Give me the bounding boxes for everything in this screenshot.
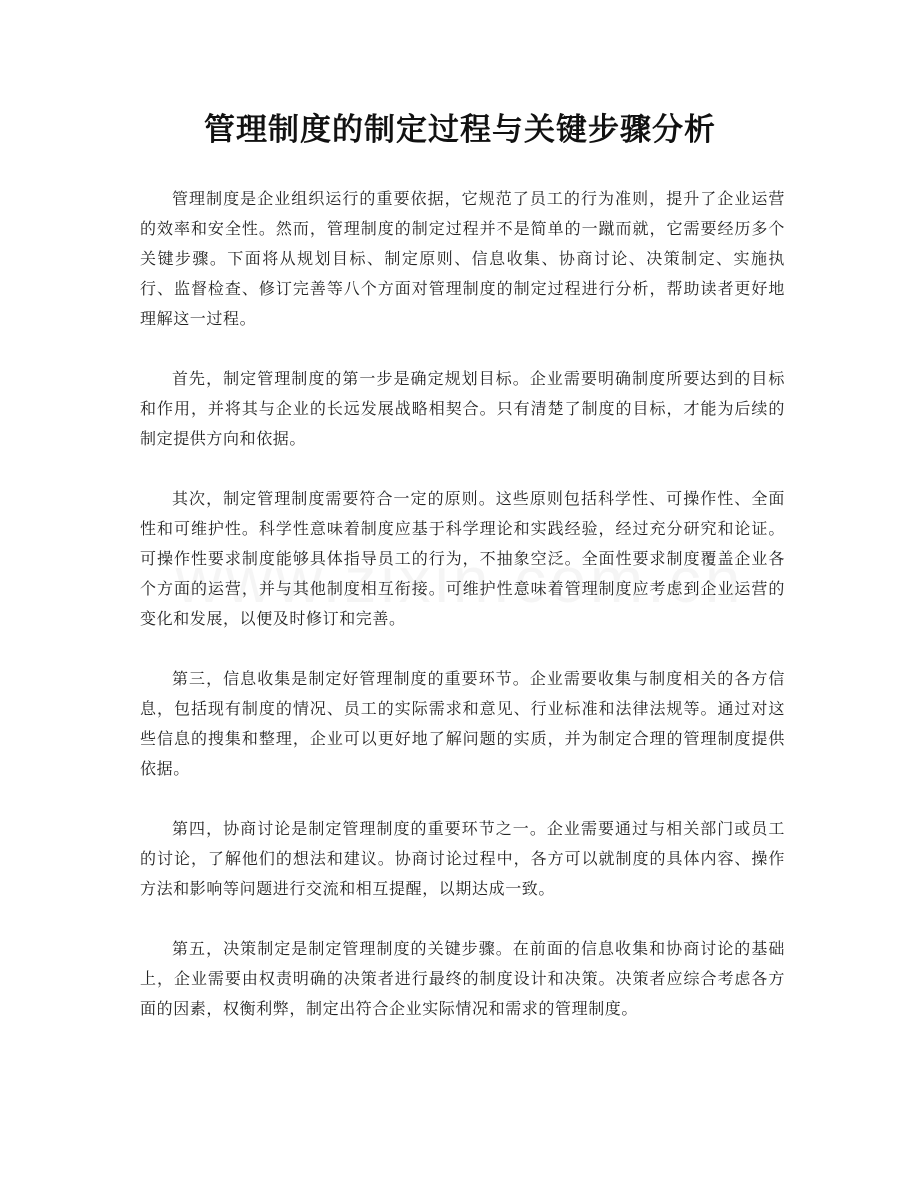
document-body (140, 184, 785, 1054)
paragraph-fifth: 第五，决策制定是制定管理制度的关键步骤。在前面的信息收集和协商讨论的基础上，企业需要由权责明确的决策者进行最终的制度设计和决策。决策者应综合考虑各方面的因素，权衡利弊，制定出符合企业实际情况和需求的管理制度。 (140, 939, 785, 1018)
paragraph-third: 第三，信息收集是制定好管理制度的重要环节。企业需要收集与制度相关的各方信息，包括现有制度的情况、员工的实际需求和意见、行业标准和法律法规等。通过对这些信息的搜集和整理，企业可以更好地了解问题的实质，并为制定合理的管理制度提供依据。 (140, 669, 785, 778)
paragraph-fourth: 第四，协商讨论是制定管理制度的重要环节之一。企业需要通过与相关部门或员工的讨论，了解他们的想法和建议。协商讨论过程中，各方可以就制度的具体内容、操作方法和影响等问题进行交流和相互提醒，以期达成一致。 (140, 819, 785, 898)
document-title: 管理制度的制定过程与关键步骤分析 (204, 112, 716, 148)
paragraph-intro: 管理制度是企业组织运行的重要依据，它规范了员工的行为准则，提升了企业运营的效率和安全性。然而，管理制度的制定过程并不是简单的一蹴而就，它需要经历多个关键步骤。下面将从规划目标、制定原则、信息收集、协商讨论、决策制定、实施执行、监督检查、修订完善等八个方面对管理制度的制定过程进行分析，帮助读者更好地理解这一过程。 (140, 189, 785, 328)
paragraph-second: 其次，制定管理制度需要符合一定的原则。这些原则包括科学性、可操作性、全面性和可维护性。科学性意味着制度应基于科学理论和实践经验，经过充分研究和论证。可操作性要求制度能够具体指导员工的行为，不抽象空泛。全面性要求制度覆盖企业各个方面的运营，并与其他制度相互衔接。可维护性意味着管理制度应考虑到企业运营的变化和发展，以便及时修订和完善。 (140, 489, 785, 628)
paragraph-first: 首先，制定管理制度的第一步是确定规划目标。企业需要明确制度所要达到的目标和作用，并将其与企业的长远发展战略相契合。只有清楚了制度的目标，才能为后续的制定提供方向和依据。 (140, 369, 785, 448)
